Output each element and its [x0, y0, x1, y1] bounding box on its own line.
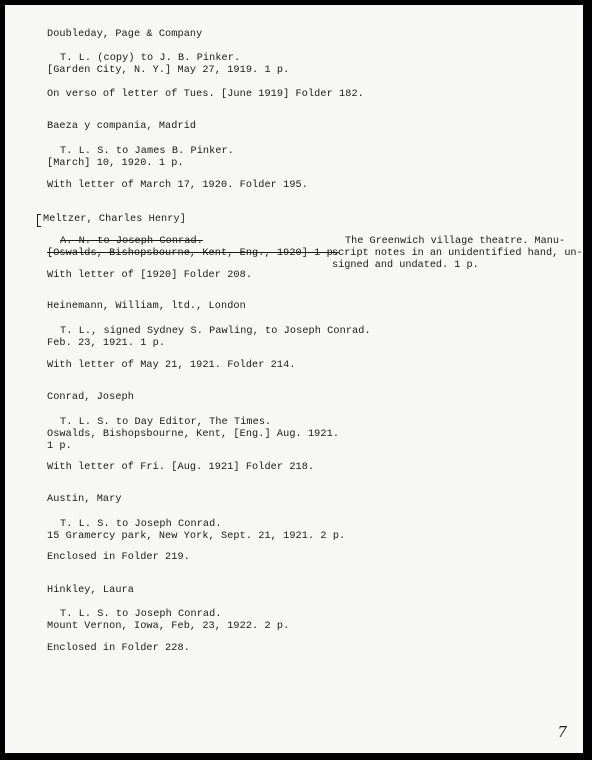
entry-description: T. L. S. to Joseph Conrad. — [60, 519, 222, 530]
entry-description: T. L. S. to Day Editor, The Times. — [60, 417, 272, 428]
entry-name: Heinemann, William, ltd., London — [47, 301, 246, 312]
entry-folder-note: With letter of March 17, 1920. Folder 195. — [47, 180, 308, 191]
entry-place-date-struck: [Oswalds, Bishopsbourne, Kent, Eng., 1920] 1 p. — [47, 248, 340, 259]
entry-description-struck: A. N. to Joseph Conrad. — [60, 236, 203, 247]
entry-folder-note: With letter of Fri. [Aug. 1921] Folder 218. — [47, 462, 315, 473]
side-note-line: script notes in an unidentified hand, un- — [332, 248, 583, 259]
entry-name: Baeza y compania, Madrid — [47, 121, 197, 132]
entry-name: Austin, Mary — [47, 494, 122, 505]
entry-description: T. L., signed Sydney S. Pawling, to Joseph Conrad. — [60, 326, 371, 337]
entry-name: Meltzer, Charles Henry] — [43, 214, 186, 225]
entry-folder-note: Enclosed in Folder 219. — [47, 552, 190, 563]
entry-place-date: Mount Vernon, Iowa, Feb, 23, 1922. 2 p. — [47, 621, 290, 632]
entry-description: T. L. S. to James B. Pinker. — [60, 146, 234, 157]
entry-folder-note: On verso of letter of Tues. [June 1919] Folder 182. — [47, 89, 364, 100]
entry-folder-note: With letter of [1920] Folder 208. — [47, 270, 253, 281]
bracket-mark — [37, 214, 41, 227]
entry-page-count: 1 p. — [47, 441, 72, 452]
entry-place-date: [March] 10, 1920. 1 p. — [47, 158, 184, 169]
entry-name: Hinkley, Laura — [47, 585, 134, 596]
catalog-page — [5, 5, 583, 753]
entry-folder-note: With letter of May 21, 1921. Folder 214. — [47, 360, 296, 371]
entry-place-date: [Garden City, N. Y.] May 27, 1919. 1 p. — [47, 65, 290, 76]
entry-description: T. L. (copy) to J. B. Pinker. — [60, 53, 241, 64]
entry-name: Conrad, Joseph — [47, 392, 134, 403]
entry-description: T. L. S. to Joseph Conrad. — [60, 609, 222, 620]
page-number: 7 — [557, 723, 567, 741]
entry-place-date: 15 Gramercy park, New York, Sept. 21, 1921. 2 p. — [47, 531, 346, 542]
side-note — [332, 236, 583, 272]
entry-name: Doubleday, Page & Company — [47, 29, 203, 40]
entry-place-date: Oswalds, Bishopsbourne, Kent, [Eng.] Aug. 1921. — [47, 429, 340, 440]
side-note-line: The Greenwich village theatre. Manu- — [345, 236, 566, 247]
entry-place-date: Feb. 23, 1921. 1 p. — [47, 338, 166, 349]
entry-folder-note: Enclosed in Folder 228. — [47, 643, 190, 654]
side-note-line: signed and undated. 1 p. — [332, 260, 479, 271]
